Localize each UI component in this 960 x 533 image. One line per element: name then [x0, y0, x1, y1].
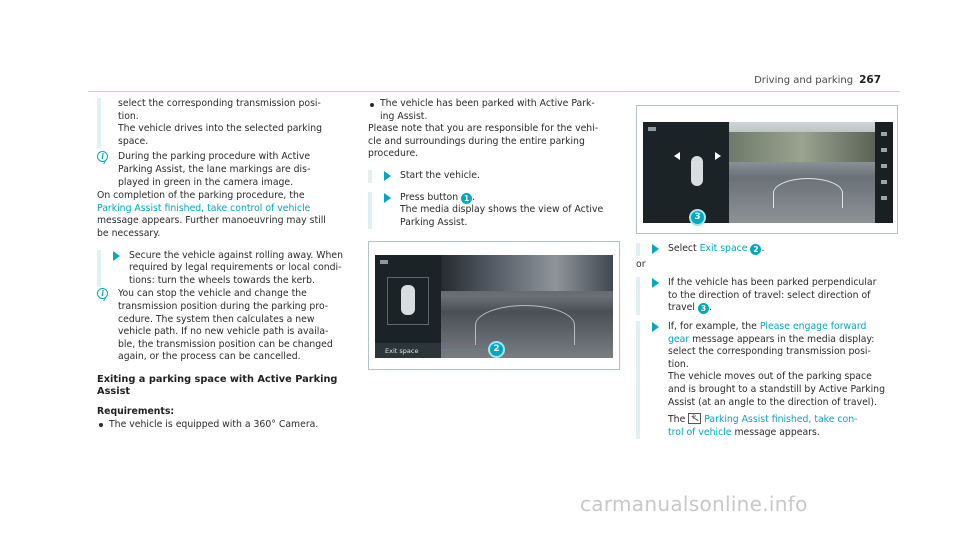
text-line: The vehicle drives into the selected parking [118, 123, 322, 135]
text-line: Parking Assist. [400, 216, 468, 228]
callout-number: 2 [750, 244, 761, 255]
step-secure-vehicle [97, 250, 352, 288]
text-line: be necessary. [97, 227, 161, 239]
header-title: Driving and parking [754, 75, 854, 86]
requirements-heading: Requirements: [97, 406, 175, 418]
step-engage-gear [636, 321, 898, 439]
text-line: cedure. The system then calculates a new [118, 313, 315, 325]
running-header [754, 74, 881, 88]
figure-direction-selection [636, 105, 898, 234]
text-line: required by legal requirements or local condi- [129, 262, 342, 274]
text-line: space. [118, 135, 149, 147]
text-line: tions: turn the wheels towards the kerb. [129, 274, 315, 286]
section-heading: Exiting a parking space with Active Parking Assist [97, 373, 338, 398]
responsibility-paragraph [368, 123, 620, 161]
step-continued [97, 98, 352, 148]
top-view-panel [643, 122, 729, 223]
text-line: gear message appears in the media display: [668, 333, 875, 345]
display-message: Parking Assist finished, take control of vehicle [97, 202, 311, 214]
display-message: Exit space [699, 243, 748, 254]
text-line: ing Assist. [380, 110, 428, 122]
step-arrow-icon [652, 244, 659, 254]
text-line: vehicle path. If no new vehicle path is availa- [118, 326, 329, 338]
exit-space-label: Exit space [385, 347, 419, 356]
text-line: select the corresponding transmission posi- [118, 98, 321, 109]
text-line: select the corresponding transmission posi- [668, 346, 871, 358]
direction-left-icon[interactable] [673, 152, 680, 160]
callout-line [441, 349, 493, 350]
text-line: Select Exit space 2 . [668, 243, 765, 254]
text-line: again, or the process can be cancelled. [118, 351, 301, 363]
text-line: The P Parking Assist finished, take con- [668, 414, 858, 426]
guide-lines [773, 178, 843, 208]
note-change-transmission [97, 288, 352, 364]
text-line: If, for example, the Please engage forward [668, 320, 867, 332]
exit-space-button[interactable] [375, 343, 441, 358]
direction-right-icon[interactable] [715, 152, 721, 160]
text-line: Secure the vehicle against rolling away. When [129, 249, 343, 261]
figure-callout: 2 [488, 341, 505, 358]
text-line: If the vehicle has been parked perpendicular [668, 277, 877, 289]
text-line: The media display shows the view of Active [400, 204, 604, 216]
text-line: Assist (at an angle to the direction of travel). [668, 396, 877, 408]
step-arrow-icon [652, 278, 659, 288]
column-right [636, 98, 898, 439]
camera-view [643, 122, 893, 223]
text-line: procedure. [368, 148, 419, 160]
requirement-item: The vehicle is equipped with a 360° Camera. [97, 419, 352, 432]
step-arrow-icon [384, 193, 391, 203]
text-line: Start the vehicle. [400, 169, 480, 181]
step-start-vehicle [368, 170, 620, 183]
callout-number: 3 [698, 303, 709, 314]
text-line: On completion of the parking procedure, the [97, 190, 305, 202]
step-press-button [368, 192, 620, 230]
step-select-exit-space [636, 243, 898, 256]
parking-frame [387, 277, 429, 325]
text-line: message appears. Further manoeuvring may still [97, 215, 326, 227]
step-perpendicular [636, 277, 898, 315]
page-number: 267 [859, 74, 881, 86]
display-message: Please engage forward [759, 320, 867, 332]
callout-number: 1 [461, 193, 472, 204]
text-line: transmission position during the parking pro- [118, 300, 329, 312]
column-middle [368, 98, 620, 370]
step-arrow-icon [384, 171, 391, 181]
text-line: and is brought to a standstill by Active Parking [668, 383, 885, 395]
tree-strip [729, 132, 875, 162]
text-line: played in green in the camera image. [118, 176, 294, 188]
text-line: You can stop the vehicle and change the [118, 288, 307, 300]
building-strip [441, 255, 613, 291]
header-rule [88, 91, 900, 92]
step-arrow-icon [113, 251, 120, 261]
completion-paragraph [97, 190, 352, 240]
or-text: or [636, 258, 646, 270]
info-icon: i [97, 288, 108, 299]
figure-exit-space-display [368, 241, 620, 370]
info-icon: i [97, 151, 108, 162]
text-line: During the parking procedure with Active [118, 151, 311, 163]
text-line: The vehicle moves out of the parking space [668, 371, 872, 383]
text-line: tion. [668, 358, 689, 370]
guide-lines [475, 305, 575, 345]
step-arrow-icon [652, 322, 659, 332]
text-line: cle and surroundings during the entire parking [368, 135, 585, 147]
text-line: trol of vehicle message appears. [668, 426, 820, 438]
text-line: Press button 1 . [400, 191, 476, 203]
text-line: The vehicle has been parked with Active Park- [380, 98, 595, 109]
right-icon-bar [875, 122, 893, 223]
note-lane-markings [97, 151, 352, 189]
p-icon [380, 260, 388, 264]
parking-assist-icon: P [688, 413, 701, 424]
figure-callout: 3 [689, 209, 706, 226]
text-line: Parking Assist, the lane markings are dis- [118, 163, 311, 175]
text-line: to the direction of travel: select direction of [668, 289, 871, 301]
text-line: ble, the transmission position can be changed [118, 338, 333, 350]
display-message: trol of vehicle [668, 426, 732, 438]
text-line: tion. [118, 110, 139, 122]
p-icon [648, 127, 656, 131]
car-icon [691, 156, 703, 186]
display-message: Parking Assist finished, take con- [704, 414, 858, 426]
watermark: carmanualsonline.info [580, 492, 808, 516]
text-line: travel 3 . [668, 302, 712, 314]
text-line: Please note that you are responsible for the vehi- [368, 123, 599, 135]
column-left [97, 98, 352, 431]
condition-item [368, 98, 620, 123]
display-message: gear [668, 333, 690, 345]
